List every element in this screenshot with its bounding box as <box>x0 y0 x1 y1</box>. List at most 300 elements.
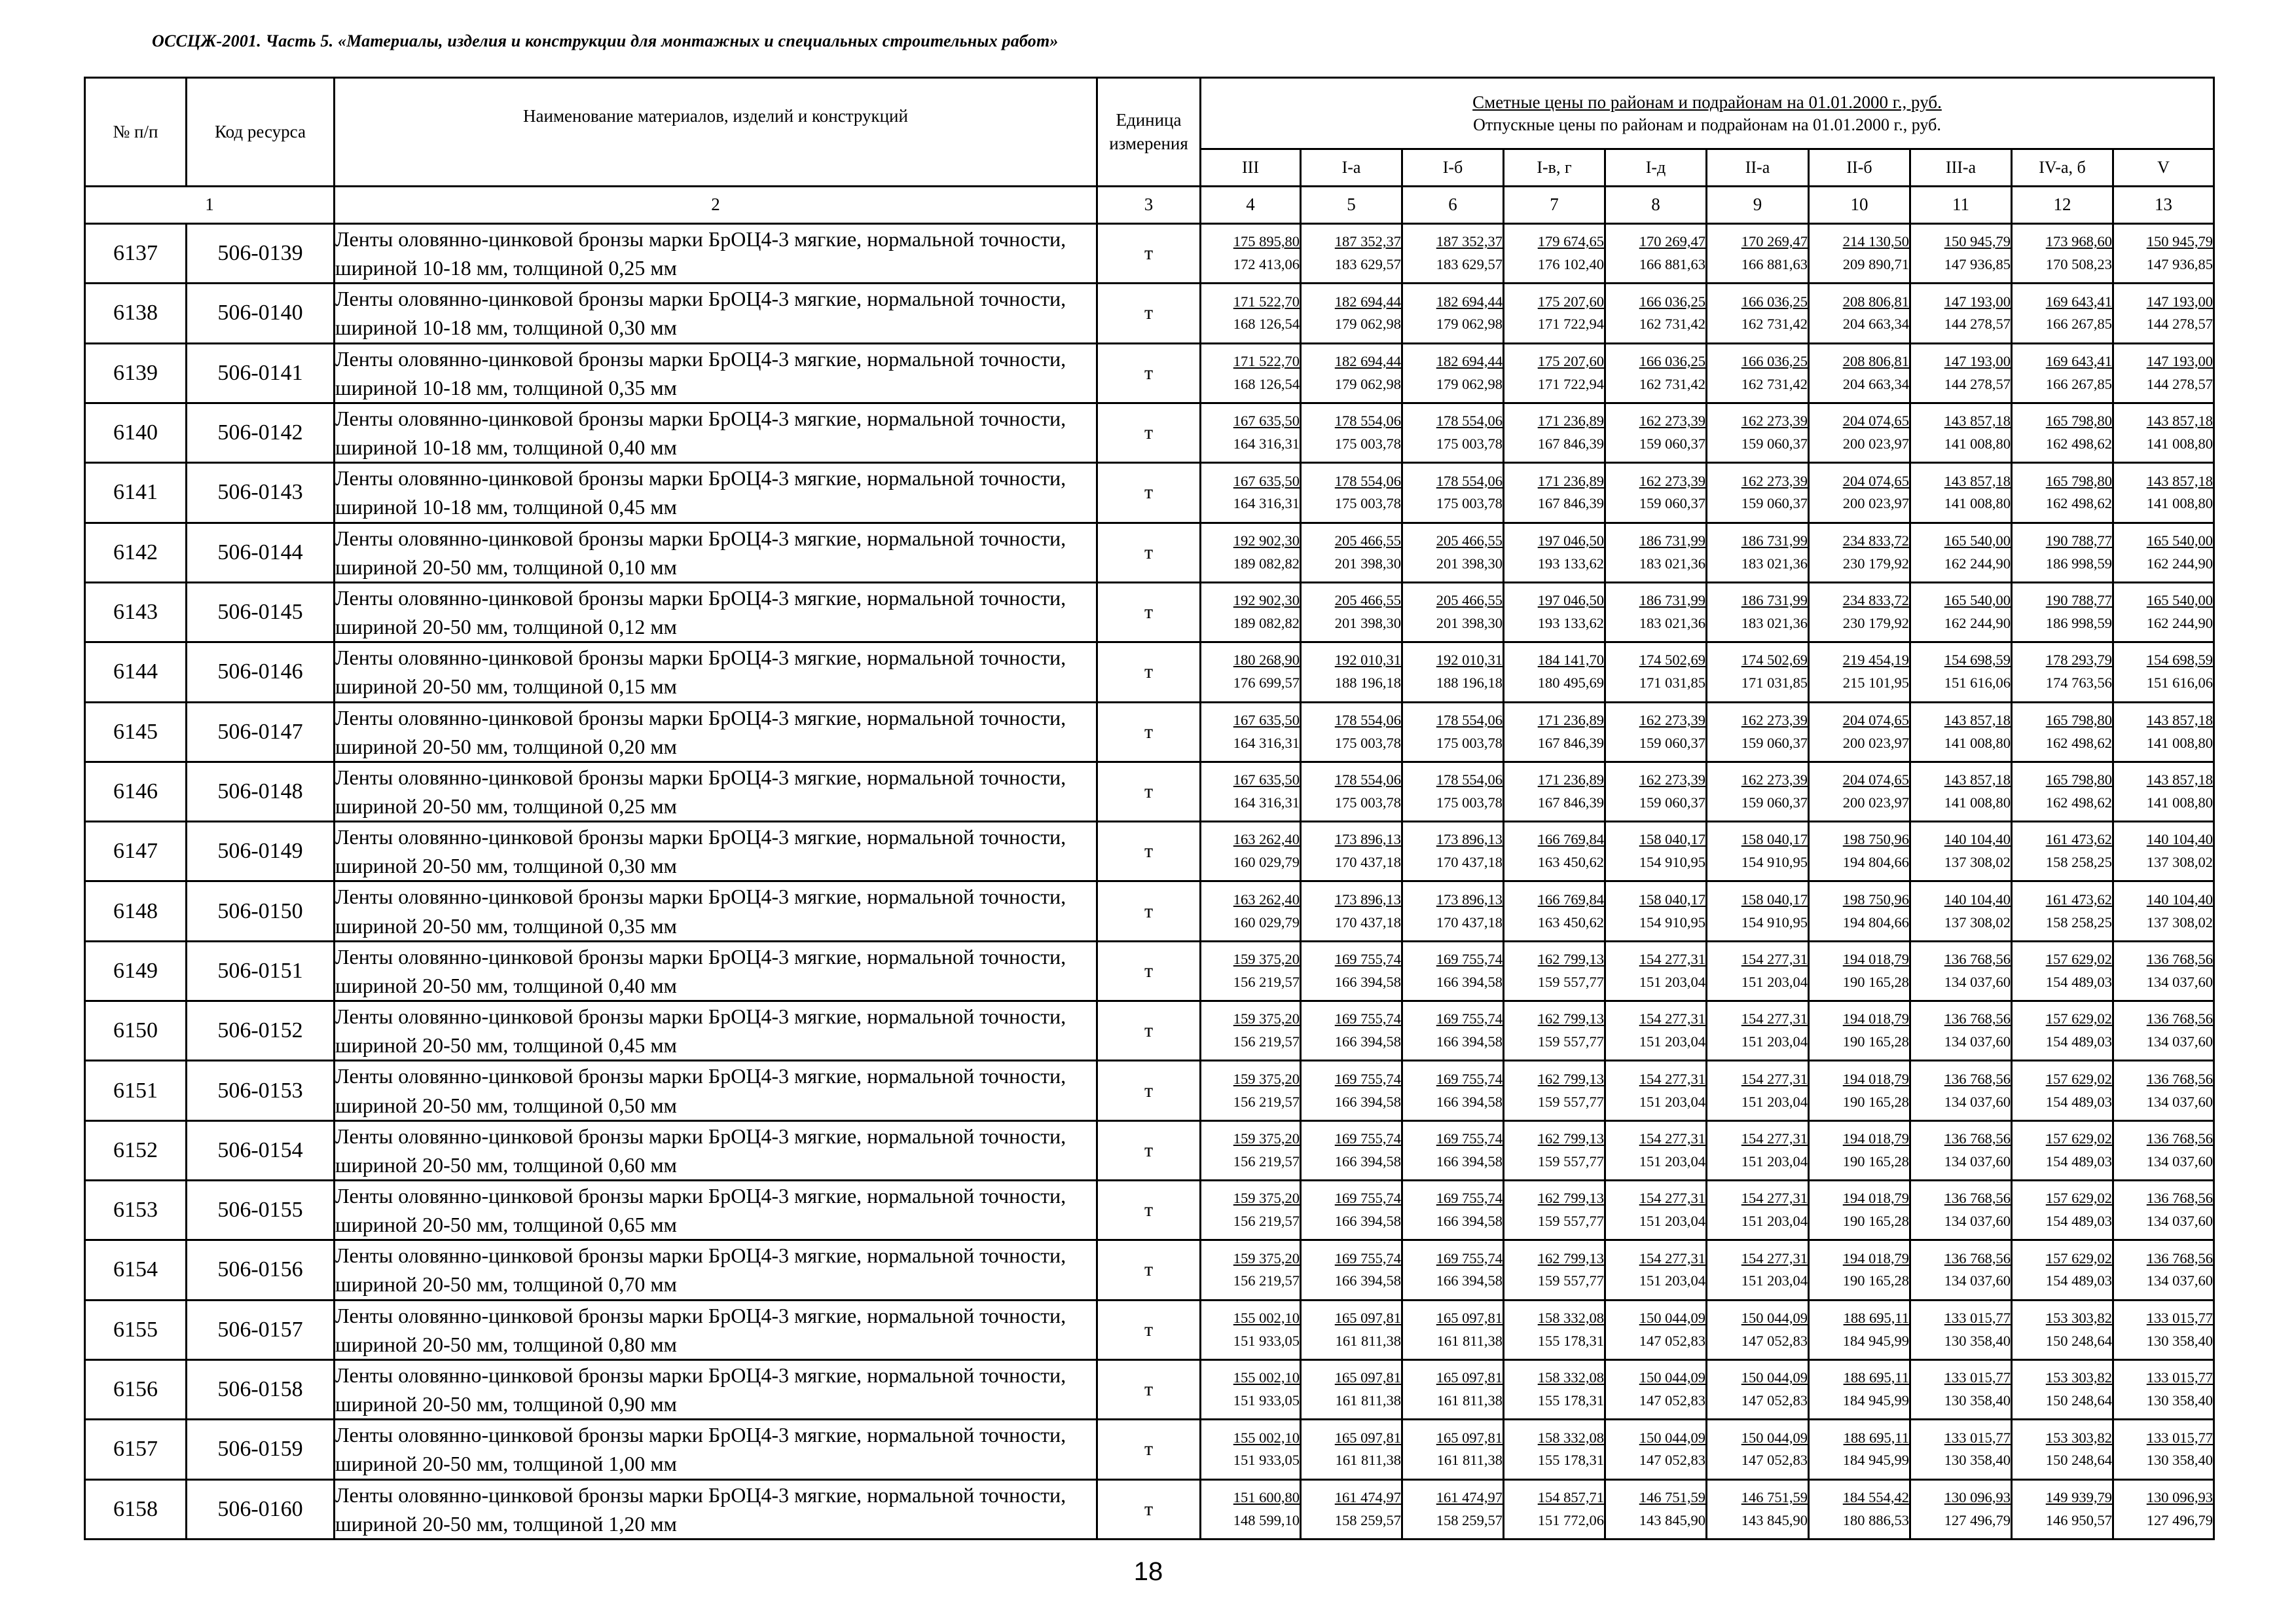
page-header: ОССЦЖ-2001. Часть 5. «Материалы, изделия и конструкции для монтажных и специальных строительных работ» <box>152 31 1059 50</box>
release-price: 184 945,99 <box>1842 1452 1909 1469</box>
release-price: 166 394,58 <box>1436 1272 1503 1289</box>
estimated-price: 146 751,59 <box>1639 1488 1705 1505</box>
column-number: 4 <box>1201 187 1301 224</box>
unit: т <box>1097 822 1201 881</box>
estimated-price: 162 799,13 <box>1537 1190 1604 1207</box>
price-cell <box>1809 762 1910 821</box>
price-cell <box>1402 403 1504 462</box>
price-cell <box>1201 881 1301 941</box>
price-cell <box>2113 702 2214 762</box>
release-price: 151 203,04 <box>1741 1213 1808 1230</box>
release-price: 134 037,60 <box>1944 1213 2011 1230</box>
unit: т <box>1097 642 1201 702</box>
price-cell <box>1402 702 1504 762</box>
price-cell <box>1605 343 1707 403</box>
material-name: Ленты оловянно-цинковой бронзы марки БрОЦ4-3 мягкие, нормальной точности, шириной 20-50 мм, толщиной 0,40 мм <box>335 941 1097 1001</box>
release-price: 158 259,57 <box>1436 1511 1503 1528</box>
release-price: 156 219,57 <box>1233 1093 1300 1110</box>
release-price: 166 267,85 <box>2045 375 2112 392</box>
estimated-price: 157 629,02 <box>2045 951 2112 968</box>
estimated-price: 169 755,74 <box>1334 1010 1401 1027</box>
price-cell <box>1301 702 1402 762</box>
price-cell <box>1605 1479 1707 1539</box>
release-price: 175 003,78 <box>1334 495 1401 512</box>
unit: т <box>1097 463 1201 523</box>
price-cell <box>1201 1300 1301 1359</box>
table-row <box>85 224 2214 284</box>
estimated-price: 166 036,25 <box>1639 293 1705 310</box>
release-price: 159 557,77 <box>1537 973 1604 990</box>
estimated-price: 133 015,77 <box>2146 1429 2213 1446</box>
price-cell <box>1707 881 1809 941</box>
release-price: 134 037,60 <box>2146 1033 2213 1050</box>
estimated-price: 180 268,90 <box>1233 652 1300 669</box>
estimated-price: 169 755,74 <box>1436 951 1503 968</box>
table-row <box>85 1181 2214 1240</box>
price-cell <box>1605 523 1707 582</box>
price-cell <box>1605 702 1707 762</box>
release-price: 155 178,31 <box>1537 1332 1604 1349</box>
column-number: 8 <box>1605 187 1707 224</box>
estimated-price: 151 600,80 <box>1233 1488 1300 1505</box>
release-price: 162 731,42 <box>1741 375 1808 392</box>
release-price: 146 950,57 <box>2045 1511 2112 1528</box>
row-number: 6143 <box>85 582 187 642</box>
price-cell <box>1201 1120 1301 1180</box>
release-price: 170 437,18 <box>1436 913 1503 931</box>
release-price: 193 133,62 <box>1537 555 1604 572</box>
price-cell <box>1605 1120 1707 1180</box>
release-price: 163 450,62 <box>1537 913 1604 931</box>
release-price: 151 203,04 <box>1639 973 1705 990</box>
estimated-price: 205 466,55 <box>1334 592 1401 609</box>
price-cell <box>1201 642 1301 702</box>
release-price: 166 394,58 <box>1334 1272 1401 1289</box>
price-cell <box>1605 284 1707 343</box>
price-cell <box>2113 822 2214 881</box>
price-cell <box>1707 941 1809 1001</box>
release-price: 201 398,30 <box>1334 615 1401 632</box>
estimated-price: 143 857,18 <box>2146 711 2213 728</box>
price-cell <box>1301 1061 1402 1120</box>
price-cell <box>1301 1300 1402 1359</box>
estimated-price: 205 466,55 <box>1436 592 1503 609</box>
price-cell <box>2113 463 2214 523</box>
release-price: 161 811,38 <box>1335 1392 1401 1409</box>
estimated-price: 150 044,09 <box>1639 1309 1705 1326</box>
prices-title: Сметные цены по районам и подрайонам на 01.01.2000 г., руб. <box>1472 92 1942 112</box>
release-price: 144 278,57 <box>1944 375 2011 392</box>
table-row <box>85 463 2214 523</box>
estimated-price: 178 554,06 <box>1334 711 1401 728</box>
estimated-price: 136 768,56 <box>1944 951 2011 968</box>
table-row <box>85 1120 2214 1180</box>
release-price: 167 846,39 <box>1537 435 1604 452</box>
row-number: 6153 <box>85 1181 187 1240</box>
estimated-price: 169 755,74 <box>1334 1249 1401 1266</box>
price-cell <box>1910 284 2012 343</box>
material-name: Ленты оловянно-цинковой бронзы марки БрОЦ4-3 мягкие, нормальной точности, шириной 20-50 мм, толщиной 0,15 мм <box>335 642 1097 702</box>
resource-code: 506-0156 <box>187 1240 335 1300</box>
price-cell <box>2113 1359 2214 1419</box>
release-price: 171 722,94 <box>1537 316 1604 333</box>
price-cell <box>2012 1061 2113 1120</box>
release-price: 151 203,04 <box>1639 1153 1705 1170</box>
price-cell <box>1910 1359 2012 1419</box>
estimated-price: 133 015,77 <box>2146 1309 2213 1326</box>
release-price: 130 358,40 <box>1944 1332 2011 1349</box>
estimated-price: 194 018,79 <box>1842 1010 1909 1027</box>
release-price: 201 398,30 <box>1436 615 1503 632</box>
release-price: 204 663,34 <box>1842 316 1909 333</box>
estimated-price: 169 643,41 <box>2045 352 2112 369</box>
estimated-price: 169 755,74 <box>1436 1190 1503 1207</box>
estimated-price: 171 236,89 <box>1537 472 1604 489</box>
estimated-price: 140 104,40 <box>2146 891 2213 908</box>
price-cell <box>1605 1181 1707 1240</box>
table-row <box>85 822 2214 881</box>
material-name: Ленты оловянно-цинковой бронзы марки БрОЦ4-3 мягкие, нормальной точности, шириной 20-50 мм, толщиной 0,80 мм <box>335 1300 1097 1359</box>
price-cell <box>1605 642 1707 702</box>
price-cell <box>2113 762 2214 821</box>
release-price: 215 101,95 <box>1842 674 1909 692</box>
release-price: 151 616,06 <box>1944 674 2011 692</box>
estimated-price: 186 731,99 <box>1639 532 1705 549</box>
estimated-price: 161 473,62 <box>2045 891 2112 908</box>
price-cell <box>1707 1479 1809 1539</box>
price-cell <box>1504 1120 1605 1180</box>
estimated-price: 190 788,77 <box>2045 532 2112 549</box>
release-price: 130 358,40 <box>2146 1452 2213 1469</box>
estimated-price: 204 074,65 <box>1842 472 1909 489</box>
price-cell <box>1910 941 2012 1001</box>
price-cell <box>1402 1061 1504 1120</box>
estimated-price: 157 629,02 <box>2045 1010 2112 1027</box>
price-cell <box>2113 403 2214 462</box>
price-cell <box>1910 881 2012 941</box>
price-cell <box>1910 1240 2012 1300</box>
price-cell <box>1201 582 1301 642</box>
row-number: 6150 <box>85 1001 187 1061</box>
estimated-price: 205 466,55 <box>1436 532 1503 549</box>
price-cell <box>2012 582 2113 642</box>
release-price: 159 557,77 <box>1537 1213 1604 1230</box>
estimated-price: 162 799,13 <box>1537 1249 1604 1266</box>
price-cell <box>1605 1001 1707 1061</box>
release-price: 160 029,79 <box>1233 854 1300 871</box>
estimated-price: 167 635,50 <box>1233 413 1300 430</box>
price-cell <box>1504 1181 1605 1240</box>
col-header-name: Наименование материалов, изделий и конструкций <box>335 78 1097 187</box>
price-cell <box>1201 762 1301 821</box>
table-row <box>85 343 2214 403</box>
unit: т <box>1097 1181 1201 1240</box>
estimated-price: 157 629,02 <box>2045 1130 2112 1147</box>
estimated-price: 162 273,39 <box>1741 711 1808 728</box>
price-cell <box>1809 1120 1910 1180</box>
material-name: Ленты оловянно-цинковой бронзы марки БрОЦ4-3 мягкие, нормальной точности, шириной 20-50 мм, толщиной 0,12 мм <box>335 582 1097 642</box>
price-cell <box>1402 642 1504 702</box>
price-cell <box>1402 343 1504 403</box>
estimated-price: 171 522,70 <box>1233 293 1300 310</box>
price-cell <box>1707 822 1809 881</box>
estimated-price: 136 768,56 <box>1944 1010 2011 1027</box>
price-table <box>84 77 2215 1540</box>
price-cell <box>2012 941 2113 1001</box>
resource-code: 506-0159 <box>187 1420 335 1479</box>
release-price: 137 308,02 <box>1944 913 2011 931</box>
estimated-price: 136 768,56 <box>1944 1070 2011 1087</box>
release-price: 189 082,82 <box>1233 555 1300 572</box>
price-cell <box>1402 224 1504 284</box>
estimated-price: 153 303,82 <box>2045 1369 2112 1386</box>
release-price: 151 203,04 <box>1741 973 1808 990</box>
release-price: 147 936,85 <box>2146 256 2213 273</box>
release-price: 156 219,57 <box>1233 1213 1300 1230</box>
price-cell <box>1910 1300 2012 1359</box>
estimated-price: 165 097,81 <box>1334 1369 1401 1386</box>
release-price: 144 278,57 <box>2146 375 2213 392</box>
row-number: 6144 <box>85 642 187 702</box>
estimated-price: 169 755,74 <box>1436 1070 1503 1087</box>
release-price: 167 846,39 <box>1537 495 1604 512</box>
estimated-price: 159 375,20 <box>1233 1190 1300 1207</box>
estimated-price: 161 474,97 <box>1334 1488 1401 1505</box>
release-price: 141 008,80 <box>2146 495 2213 512</box>
material-name: Ленты оловянно-цинковой бронзы марки БрОЦ4-3 мягкие, нормальной точности, шириной 20-50 мм, толщиной 0,70 мм <box>335 1240 1097 1300</box>
price-cell <box>2113 523 2214 582</box>
row-number: 6146 <box>85 762 187 821</box>
estimated-price: 154 277,31 <box>1639 1010 1705 1027</box>
estimated-price: 162 799,13 <box>1537 1070 1604 1087</box>
price-cell <box>1301 284 1402 343</box>
table-row <box>85 403 2214 462</box>
estimated-price: 157 629,02 <box>2045 1249 2112 1266</box>
release-price: 171 031,85 <box>1639 674 1705 692</box>
price-cell <box>1301 582 1402 642</box>
release-price: 175 003,78 <box>1334 794 1401 811</box>
release-price: 174 763,56 <box>2045 674 2112 692</box>
release-price: 200 023,97 <box>1842 435 1909 452</box>
release-price: 209 890,71 <box>1842 256 1909 273</box>
release-price: 162 731,42 <box>1639 316 1705 333</box>
estimated-price: 171 236,89 <box>1537 413 1604 430</box>
price-cell <box>2012 1001 2113 1061</box>
price-cell <box>1402 582 1504 642</box>
release-price: 141 008,80 <box>1944 734 2011 751</box>
price-cell <box>1910 403 2012 462</box>
row-number: 6139 <box>85 343 187 403</box>
release-price: 154 489,03 <box>2045 973 2112 990</box>
price-cell <box>1504 881 1605 941</box>
estimated-price: 143 857,18 <box>1944 472 2011 489</box>
release-price: 183 021,36 <box>1639 615 1705 632</box>
table-row <box>85 1479 2214 1539</box>
estimated-price: 192 902,30 <box>1233 532 1300 549</box>
estimated-price: 149 939,79 <box>2045 1488 2112 1505</box>
price-cell <box>2012 224 2113 284</box>
region-header: III <box>1201 149 1301 187</box>
price-cell <box>1201 1479 1301 1539</box>
release-price: 200 023,97 <box>1842 495 1909 512</box>
price-cell <box>1301 1359 1402 1419</box>
release-price: 166 394,58 <box>1436 1093 1503 1110</box>
row-number: 6141 <box>85 463 187 523</box>
material-name: Ленты оловянно-цинковой бронзы марки БрОЦ4-3 мягкие, нормальной точности, шириной 20-50 мм, толщиной 0,50 мм <box>335 1061 1097 1120</box>
release-price: 130 358,40 <box>1944 1392 2011 1409</box>
estimated-price: 179 674,65 <box>1537 233 1604 250</box>
material-name: Ленты оловянно-цинковой бронзы марки БрОЦ4-3 мягкие, нормальной точности, шириной 20-50 мм, толщиной 0,45 мм <box>335 1001 1097 1061</box>
resource-code: 506-0151 <box>187 941 335 1001</box>
release-price: 130 358,40 <box>2146 1392 2213 1409</box>
estimated-price: 162 273,39 <box>1639 711 1705 728</box>
estimated-price: 178 554,06 <box>1334 413 1401 430</box>
estimated-price: 158 332,08 <box>1537 1369 1604 1386</box>
estimated-price: 158 332,08 <box>1537 1429 1604 1446</box>
resource-code: 506-0147 <box>187 702 335 762</box>
release-price: 137 308,02 <box>2146 913 2213 931</box>
release-price: 158 258,25 <box>2045 854 2112 871</box>
release-price: 179 062,98 <box>1436 375 1503 392</box>
release-price: 166 394,58 <box>1334 973 1401 990</box>
resource-code: 506-0154 <box>187 1120 335 1180</box>
material-name: Ленты оловянно-цинковой бронзы марки БрОЦ4-3 мягкие, нормальной точности, шириной 20-50 мм, толщиной 0,90 мм <box>335 1359 1097 1419</box>
estimated-price: 178 554,06 <box>1334 472 1401 489</box>
estimated-price: 165 798,80 <box>2045 413 2112 430</box>
release-price: 154 489,03 <box>2045 1153 2112 1170</box>
price-cell <box>1504 941 1605 1001</box>
release-price: 159 060,37 <box>1639 435 1705 452</box>
release-price: 171 031,85 <box>1741 674 1808 692</box>
estimated-price: 234 833,72 <box>1842 592 1909 609</box>
release-price: 190 165,28 <box>1842 1272 1909 1289</box>
estimated-price: 154 698,59 <box>2146 652 2213 669</box>
unit: т <box>1097 1061 1201 1120</box>
estimated-price: 174 502,69 <box>1639 652 1705 669</box>
release-price: 166 394,58 <box>1334 1033 1401 1050</box>
release-price: 194 804,66 <box>1842 854 1909 871</box>
price-cell <box>1301 642 1402 702</box>
release-price: 147 052,83 <box>1639 1452 1705 1469</box>
release-price: 190 165,28 <box>1842 973 1909 990</box>
release-price: 175 003,78 <box>1436 734 1503 751</box>
price-cell <box>1809 642 1910 702</box>
price-cell <box>1910 582 2012 642</box>
price-cell <box>1301 1240 1402 1300</box>
estimated-price: 169 755,74 <box>1436 1130 1503 1147</box>
price-cell <box>1910 822 2012 881</box>
estimated-price: 171 236,89 <box>1537 771 1604 788</box>
release-price: 188 196,18 <box>1334 674 1401 692</box>
estimated-price: 170 269,47 <box>1639 233 1705 250</box>
estimated-price: 153 303,82 <box>2045 1309 2112 1326</box>
price-cell <box>2012 1359 2113 1419</box>
column-number: 7 <box>1504 187 1605 224</box>
region-header: I-б <box>1402 149 1504 187</box>
release-price: 162 244,90 <box>1944 615 2011 632</box>
release-price: 147 052,83 <box>1741 1392 1808 1409</box>
price-cell <box>1809 1181 1910 1240</box>
row-number: 6138 <box>85 284 187 343</box>
price-cell <box>1910 1120 2012 1180</box>
region-header: V <box>2113 149 2214 187</box>
unit: т <box>1097 702 1201 762</box>
price-cell <box>1201 403 1301 462</box>
price-cell <box>1605 941 1707 1001</box>
estimated-price: 136 768,56 <box>1944 1130 2011 1147</box>
price-cell <box>1504 762 1605 821</box>
release-price: 190 165,28 <box>1842 1093 1909 1110</box>
release-price: 176 699,57 <box>1233 674 1300 692</box>
price-cell <box>2012 822 2113 881</box>
estimated-price: 140 104,40 <box>1944 831 2011 848</box>
material-name: Ленты оловянно-цинковой бронзы марки БрОЦ4-3 мягкие, нормальной точности, шириной 10-18 мм, толщиной 0,35 мм <box>335 343 1097 403</box>
material-name: Ленты оловянно-цинковой бронзы марки БрОЦ4-3 мягкие, нормальной точности, шириной 10-18 мм, толщиной 0,40 мм <box>335 403 1097 462</box>
estimated-price: 153 303,82 <box>2045 1429 2112 1446</box>
price-cell <box>1301 463 1402 523</box>
release-price: 147 936,85 <box>1944 256 2011 273</box>
release-price: 161 811,38 <box>1436 1332 1503 1349</box>
estimated-price: 182 694,44 <box>1436 293 1503 310</box>
price-cell <box>1707 1359 1809 1419</box>
release-price: 175 003,78 <box>1436 794 1503 811</box>
row-number: 6137 <box>85 224 187 284</box>
price-cell <box>2113 343 2214 403</box>
release-price: 158 258,25 <box>2045 913 2112 931</box>
estimated-price: 136 768,56 <box>2146 1249 2213 1266</box>
estimated-price: 165 097,81 <box>1436 1309 1503 1326</box>
price-cell <box>1402 1181 1504 1240</box>
estimated-price: 154 277,31 <box>1639 1070 1705 1087</box>
estimated-price: 133 015,77 <box>2146 1369 2213 1386</box>
price-cell <box>1707 582 1809 642</box>
release-price: 160 029,79 <box>1233 913 1300 931</box>
estimated-price: 173 896,13 <box>1334 831 1401 848</box>
price-cell <box>1910 762 2012 821</box>
estimated-price: 154 277,31 <box>1639 1130 1705 1147</box>
price-cell <box>1910 463 2012 523</box>
release-price: 186 998,59 <box>2045 555 2112 572</box>
estimated-price: 158 040,17 <box>1639 891 1705 908</box>
unit: т <box>1097 582 1201 642</box>
release-price: 183 021,36 <box>1741 615 1808 632</box>
estimated-price: 150 044,09 <box>1741 1429 1808 1446</box>
estimated-price: 150 044,09 <box>1639 1429 1705 1446</box>
price-cell <box>1809 224 1910 284</box>
estimated-price: 194 018,79 <box>1842 951 1909 968</box>
price-cell <box>1402 284 1504 343</box>
release-price: 154 910,95 <box>1741 854 1808 871</box>
release-price: 167 846,39 <box>1537 734 1604 751</box>
release-price: 150 248,64 <box>2045 1392 2112 1409</box>
estimated-price: 159 375,20 <box>1233 1010 1300 1027</box>
release-price: 176 102,40 <box>1537 256 1604 273</box>
unit: т <box>1097 1001 1201 1061</box>
unit: т <box>1097 523 1201 582</box>
estimated-price: 158 040,17 <box>1741 831 1808 848</box>
price-cell <box>1809 1420 1910 1479</box>
price-cell <box>2012 284 2113 343</box>
release-price: 193 133,62 <box>1537 615 1604 632</box>
estimated-price: 159 375,20 <box>1233 1070 1300 1087</box>
estimated-price: 208 806,81 <box>1842 352 1909 369</box>
unit: т <box>1097 1120 1201 1180</box>
price-cell <box>1707 1120 1809 1180</box>
estimated-price: 171 522,70 <box>1233 352 1300 369</box>
price-cell <box>1201 284 1301 343</box>
column-number: 9 <box>1707 187 1809 224</box>
material-name: Ленты оловянно-цинковой бронзы марки БрОЦ4-3 мягкие, нормальной точности, шириной 20-50 мм, толщиной 0,20 мм <box>335 702 1097 762</box>
